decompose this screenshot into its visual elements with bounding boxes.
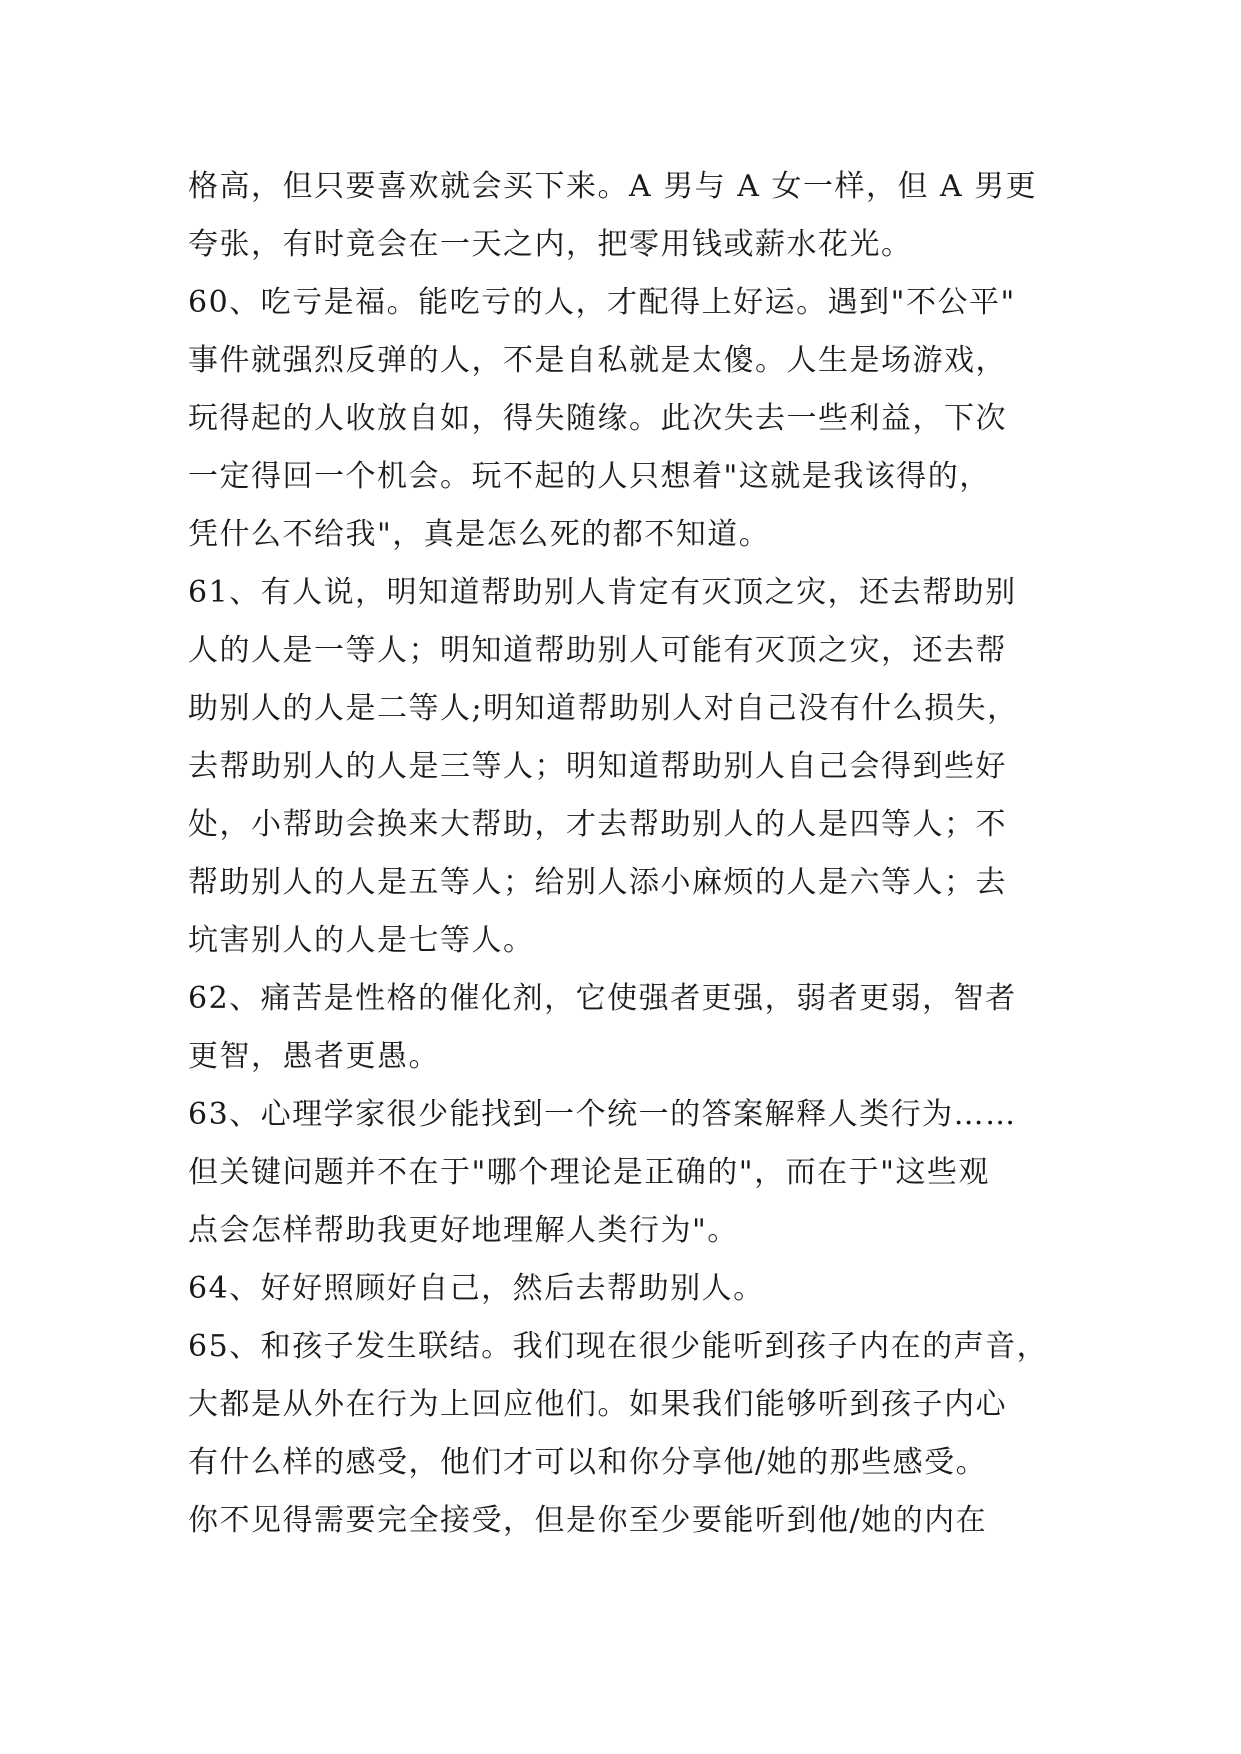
text-line: 有什么样的感受，他们才可以和你分享他/她的那些感受。	[188, 1445, 988, 1480]
text-line: 你不见得需要完全接受，但是你至少要能听到他/她的内在	[188, 1503, 988, 1538]
text-line: 格高，但只要喜欢就会买下来。A 男与 A 女一样，但 A 男更	[188, 169, 1038, 204]
text-line: 玩得起的人收放自如，得失随缘。此次失去一些利益，下次	[188, 401, 1007, 436]
text-line: 凭什么不给我"，真是怎么死的都不知道。	[188, 517, 771, 552]
text-line: 更智，愚者更愚。	[188, 1039, 440, 1074]
text-line: 坑害别人的人是七等人。	[188, 923, 535, 958]
text-line: 去帮助别人的人是三等人；明知道帮助别人自己会得到些好	[188, 749, 1007, 784]
text-line: 65、和孩子发生联结。我们现在很少能听到孩子内在的声音，	[188, 1329, 1049, 1364]
text-line: 61、有人说，明知道帮助别人肯定有灭顶之灾，还去帮助别	[188, 575, 1017, 610]
text-line: 62、痛苦是性格的催化剂，它使强者更强，弱者更弱，智者	[188, 981, 1017, 1016]
text-line: 助别人的人是二等人;明知道帮助别人对自己没有什么损失，	[188, 691, 1019, 726]
text-line: 大都是从外在行为上回应他们。如果我们能够听到孩子内心	[188, 1387, 1007, 1422]
text-line: 事件就强烈反弹的人，不是自私就是太傻。人生是场游戏，	[188, 343, 1007, 378]
text-line: 63、心理学家很少能找到一个统一的答案解释人类行为……	[188, 1097, 1017, 1132]
text-line: 点会怎样帮助我更好地理解人类行为"。	[188, 1213, 739, 1248]
text-line: 一定得回一个机会。玩不起的人只想着"这就是我该得的，	[188, 459, 991, 494]
text-line: 但关键问题并不在于"哪个理论是正确的"，而在于"这些观	[188, 1155, 990, 1190]
text-line: 60、吃亏是福。能吃亏的人，才配得上好运。遇到"不公平"	[188, 285, 1016, 320]
text-line: 夸张，有时竟会在一天之内，把零用钱或薪水花光。	[188, 227, 913, 262]
text-line: 人的人是一等人；明知道帮助别人可能有灭顶之灾，还去帮	[188, 633, 1007, 668]
body-text	[188, 158, 1068, 1550]
text-line: 64、好好照顾好自己，然后去帮助别人。	[188, 1271, 765, 1306]
text-line: 帮助别人的人是五等人；给别人添小麻烦的人是六等人；去	[188, 865, 1007, 900]
text-line: 处，小帮助会换来大帮助，才去帮助别人的人是四等人；不	[188, 807, 1007, 842]
